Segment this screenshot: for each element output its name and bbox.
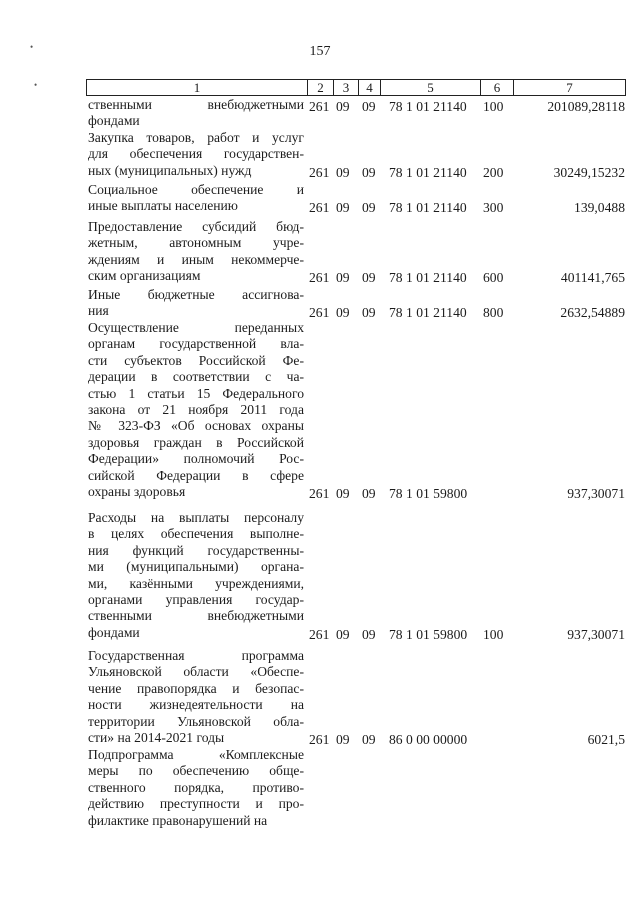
scan-speck-icon: • xyxy=(30,42,34,52)
description-line: Расходы на выплаты персоналу xyxy=(88,510,304,525)
cell-target-article: 78 1 01 21140 xyxy=(389,164,467,180)
description-line: в целях обеспечения выполне- xyxy=(88,526,304,542)
description-line: Предоставление субсидий бюд- xyxy=(88,219,304,234)
cell-expense-type: 300 xyxy=(483,200,504,216)
cell-section: 09 xyxy=(336,305,350,321)
cell-section: 09 xyxy=(336,164,350,180)
description-line: филактике правонарушений на xyxy=(88,812,268,828)
description-line: дерации в соответствии с ча- xyxy=(88,369,304,385)
description-line: сти» на 2014-2021 годы xyxy=(88,730,225,746)
cell-grbs: 261 xyxy=(309,626,330,642)
cell-section: 09 xyxy=(336,732,350,747)
description-line: фондами xyxy=(88,113,140,129)
cell-target-article: 78 1 01 59800 xyxy=(389,486,468,501)
description-line: ности жизнедеятельности на xyxy=(88,697,304,713)
description-line: закона от 21 ноября 2011 года xyxy=(88,402,304,418)
cell-description xyxy=(88,510,304,641)
header-col-4: 4 xyxy=(358,79,380,96)
cell-section: 09 xyxy=(336,486,350,501)
description-line: фондами xyxy=(88,624,140,640)
header-col-1: 1 xyxy=(86,79,307,96)
description-line: Государственная программа xyxy=(88,648,304,663)
description-line: Осуществление переданных xyxy=(88,320,304,335)
cell-description xyxy=(88,219,304,285)
description-line: стью 1 статьи 15 Федерального xyxy=(88,385,304,401)
cell-grbs: 261 xyxy=(309,305,330,321)
cell-section: 09 xyxy=(336,270,350,286)
cell-section: 09 xyxy=(336,626,350,642)
description-line: ных (муниципальных) нужд xyxy=(88,162,252,178)
header-col-5: 5 xyxy=(380,79,480,96)
cell-expense-type: 100 xyxy=(483,99,504,114)
cell-amount: 2632,54889 xyxy=(560,305,625,321)
cell-amount: 6021,5 xyxy=(587,732,625,747)
description-line: чение правопорядка и безопас- xyxy=(88,680,304,696)
cell-subsection: 09 xyxy=(362,99,376,114)
description-line: Иные бюджетные ассигнова- xyxy=(88,287,304,302)
cell-grbs: 261 xyxy=(309,164,330,180)
description-line: сти субъектов Российской Фе- xyxy=(88,352,304,368)
cell-subsection: 09 xyxy=(362,164,376,180)
header-col-7: 7 xyxy=(513,79,626,96)
cell-description xyxy=(88,648,304,746)
cell-section: 09 xyxy=(336,99,350,114)
cell-grbs: 261 xyxy=(309,99,330,114)
description-line: иные выплаты населению xyxy=(88,198,238,214)
description-line: для обеспечения государствен- xyxy=(88,146,304,162)
description-line: Ульяновской области «Обеспе- xyxy=(88,664,304,680)
cell-description xyxy=(88,320,304,500)
header-col-2: 2 xyxy=(307,79,333,96)
cell-expense-type: 100 xyxy=(483,626,504,642)
description-line: ми, казёнными учреждениями, xyxy=(88,575,304,591)
description-line: Социальное обеспечение и xyxy=(88,182,304,197)
description-line: ния xyxy=(88,303,109,319)
description-line: жетным, автономным учре- xyxy=(88,235,304,251)
cell-amount: 201089,28118 xyxy=(547,99,625,114)
cell-expense-type: 200 xyxy=(483,164,504,180)
cell-grbs: 261 xyxy=(309,486,330,501)
cell-target-article: 78 1 01 21140 xyxy=(389,270,467,286)
cell-description xyxy=(88,97,304,130)
description-line: ми (муниципальными) органа- xyxy=(88,559,304,575)
description-line: органам государственной вла- xyxy=(88,336,304,352)
description-line: ния функций государственны- xyxy=(88,542,304,558)
cell-description xyxy=(88,747,304,829)
page-number: 157 xyxy=(309,44,331,59)
cell-amount: 937,30071 xyxy=(567,486,625,501)
cell-subsection: 09 xyxy=(362,305,376,321)
description-line: Федерации» полномочий Рос- xyxy=(88,451,304,467)
description-line: сийской Федерации в сфере xyxy=(88,467,304,483)
description-line: действию преступности и про- xyxy=(88,796,304,812)
cell-amount: 139,0488 xyxy=(574,200,625,216)
cell-subsection: 09 xyxy=(362,270,376,286)
cell-target-article: 78 1 01 21140 xyxy=(389,99,467,114)
description-line: здоровья граждан в Российской xyxy=(88,434,304,450)
header-col-6: 6 xyxy=(480,79,513,96)
cell-section: 09 xyxy=(336,200,350,216)
scan-speck-icon: • xyxy=(34,80,38,90)
cell-description xyxy=(88,182,304,215)
description-line: охраны здоровья xyxy=(88,484,186,500)
cell-amount: 401141,765 xyxy=(560,270,625,286)
cell-description xyxy=(88,287,304,320)
cell-amount: 937,30071 xyxy=(567,626,625,642)
cell-description xyxy=(88,130,304,179)
description-line: ственными внебюджетными xyxy=(88,97,304,112)
cell-grbs: 261 xyxy=(309,732,330,747)
cell-grbs: 261 xyxy=(309,200,330,216)
description-line: Закупка товаров, работ и услуг xyxy=(88,130,304,145)
cell-subsection: 09 xyxy=(362,626,376,642)
header-col-3: 3 xyxy=(333,79,358,96)
description-line: органами управления государ- xyxy=(88,592,304,608)
description-line: территории Ульяновской обла- xyxy=(88,713,304,729)
cell-amount: 30249,15232 xyxy=(553,164,625,180)
cell-target-article: 78 1 01 21140 xyxy=(389,305,467,321)
cell-grbs: 261 xyxy=(309,270,330,286)
cell-target-article: 78 1 01 59800 xyxy=(389,626,468,642)
cell-target-article: 78 1 01 21140 xyxy=(389,200,467,216)
description-line: ственного порядка, противо- xyxy=(88,779,304,795)
cell-subsection: 09 xyxy=(362,486,376,501)
description-line: ждениям и иным некоммерче- xyxy=(88,251,304,267)
description-line: меры по обеспечению обще- xyxy=(88,763,304,779)
description-line: ственными внебюджетными xyxy=(88,608,304,624)
cell-expense-type: 600 xyxy=(483,270,504,286)
cell-expense-type: 800 xyxy=(483,305,504,321)
description-line: Подпрограмма «Комплексные xyxy=(88,747,304,762)
cell-subsection: 09 xyxy=(362,200,376,216)
cell-target-article: 86 0 00 00000 xyxy=(389,732,468,747)
description-line: ским организациям xyxy=(88,268,201,284)
cell-subsection: 09 xyxy=(362,732,376,747)
description-line: № 323-ФЗ «Об основах охраны xyxy=(88,418,304,434)
